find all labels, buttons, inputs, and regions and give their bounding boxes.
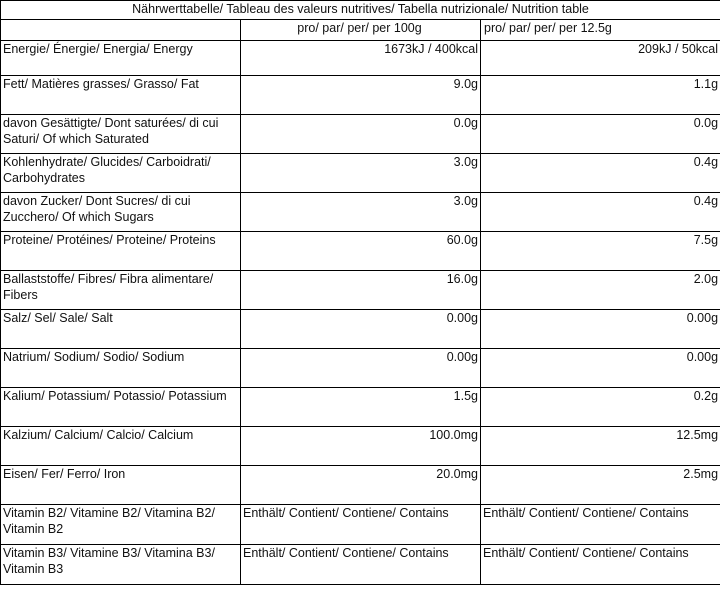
row-label: Vitamin B3/ Vitamine B3/ Vitamina B3/ Vitamin B3 xyxy=(1,545,241,585)
header-empty-cell xyxy=(1,20,241,41)
value-per-100g: 1673kJ / 400kcal xyxy=(241,41,481,76)
value-per-12-5g: 209kJ / 50kcal xyxy=(481,41,720,76)
table-row-vitamin-b2 xyxy=(1,505,720,545)
table-title-row xyxy=(1,1,720,20)
row-label: Kalium/ Potassium/ Potassio/ Potassium xyxy=(1,388,241,427)
value-per-12-5g: Enthält/ Contient/ Contiene/ Contains xyxy=(481,505,720,545)
row-label: Fett/ Matières grasses/ Grasso/ Fat xyxy=(1,76,241,115)
value-per-12-5g: 0.2g xyxy=(481,388,720,427)
table-row-potassium xyxy=(1,388,720,427)
row-label: Kohlenhydrate/ Glucides/ Carboidrati/ Carbohydrates xyxy=(1,154,241,193)
row-label: Ballaststoffe/ Fibres/ Fibra alimentare/ Fibers xyxy=(1,271,241,310)
value-per-12-5g: 1.1g xyxy=(481,76,720,115)
table-row-sodium xyxy=(1,349,720,388)
table-row-calcium xyxy=(1,427,720,466)
header-per-100g: pro/ par/ per/ per 100g xyxy=(241,20,481,41)
value-per-100g: 3.0g xyxy=(241,193,481,232)
value-per-12-5g: 2.5mg xyxy=(481,466,720,505)
column-header-row xyxy=(1,20,720,41)
value-per-100g: 0.00g xyxy=(241,349,481,388)
table-title: Nährwerttabelle/ Tableau des valeurs nutritives/ Tabella nutrizionale/ Nutrition table xyxy=(1,1,720,20)
value-per-100g: 16.0g xyxy=(241,271,481,310)
row-label: Salz/ Sel/ Sale/ Salt xyxy=(1,310,241,349)
value-per-100g: 20.0mg xyxy=(241,466,481,505)
value-per-100g: 0.0g xyxy=(241,115,481,154)
table-row-salt xyxy=(1,310,720,349)
value-per-12-5g: 0.00g xyxy=(481,310,720,349)
value-per-12-5g: 0.4g xyxy=(481,193,720,232)
value-per-100g: Enthält/ Contient/ Contiene/ Contains xyxy=(241,545,481,585)
table-row-carbohydrates xyxy=(1,154,720,193)
value-per-100g: 1.5g xyxy=(241,388,481,427)
value-per-100g: 100.0mg xyxy=(241,427,481,466)
row-label: Proteine/ Protéines/ Proteine/ Proteins xyxy=(1,232,241,271)
value-per-12-5g: 0.4g xyxy=(481,154,720,193)
table-row-energy xyxy=(1,41,720,76)
table-row-saturated xyxy=(1,115,720,154)
value-per-12-5g: Enthält/ Contient/ Contiene/ Contains xyxy=(481,545,720,585)
header-per-12-5g: pro/ par/ per/ per 12.5g xyxy=(481,20,720,41)
row-label: davon Gesättigte/ Dont saturées/ di cui Saturi/ Of which Saturated xyxy=(1,115,241,154)
value-per-100g: 60.0g xyxy=(241,232,481,271)
value-per-100g: 3.0g xyxy=(241,154,481,193)
row-label: Energie/ Énergie/ Energia/ Energy xyxy=(1,41,241,76)
value-per-100g: 9.0g xyxy=(241,76,481,115)
row-label: davon Zucker/ Dont Sucres/ di cui Zucchero/ Of which Sugars xyxy=(1,193,241,232)
value-per-12-5g: 0.00g xyxy=(481,349,720,388)
value-per-12-5g: 12.5mg xyxy=(481,427,720,466)
value-per-12-5g: 2.0g xyxy=(481,271,720,310)
value-per-12-5g: 7.5g xyxy=(481,232,720,271)
row-label: Eisen/ Fer/ Ferro/ Iron xyxy=(1,466,241,505)
value-per-100g: 0.00g xyxy=(241,310,481,349)
row-label: Kalzium/ Calcium/ Calcio/ Calcium xyxy=(1,427,241,466)
table-row-fat xyxy=(1,76,720,115)
table-row-iron xyxy=(1,466,720,505)
value-per-12-5g: 0.0g xyxy=(481,115,720,154)
row-label: Vitamin B2/ Vitamine B2/ Vitamina B2/ Vitamin B2 xyxy=(1,505,241,545)
table-row-vitamin-b3 xyxy=(1,545,720,585)
table-row-sugars xyxy=(1,193,720,232)
table-row-proteins xyxy=(1,232,720,271)
value-per-100g: Enthält/ Contient/ Contiene/ Contains xyxy=(241,505,481,545)
table-row-fibers xyxy=(1,271,720,310)
row-label: Natrium/ Sodium/ Sodio/ Sodium xyxy=(1,349,241,388)
